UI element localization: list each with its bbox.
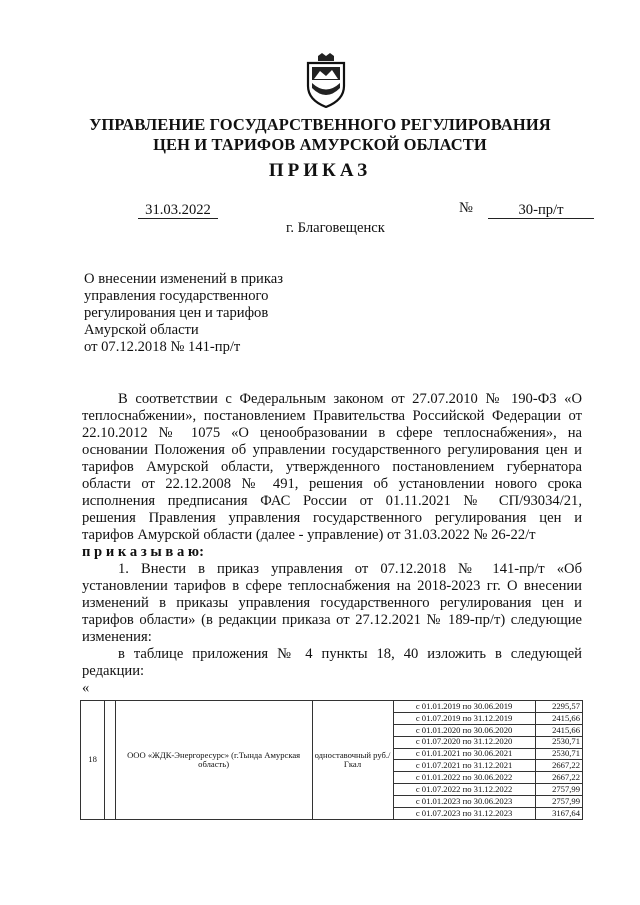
text-line: основании Положения об управлении государственного регулирования цен и <box>82 442 582 458</box>
text-line: решения Правления управления государственного регулирования цен и <box>82 510 582 526</box>
period-cell: с 01.01.2019 по 30.06.2019 <box>393 701 535 713</box>
text-line: тарифов Амурской области (далее - управление) от 31.03.2022 № 26-22/т <box>82 527 536 543</box>
org-name-line1: УПРАВЛЕНИЕ ГОСУДАРСТВЕННОГО РЕГУЛИРОВАНИЯ <box>89 115 551 134</box>
text-line: области от 22.12.2008 № 491, решения об установлении нового срока <box>82 476 582 492</box>
tariff-value-cell: 2757,99 <box>535 796 582 808</box>
text-line: в таблице приложения № 4 пункты 18, 40 изложить в следующей <box>118 646 582 662</box>
text-line: редакции: <box>82 663 145 679</box>
subject-line: от 07.12.2018 № 141-пр/т <box>84 339 241 355</box>
tariff-value-cell: 2415,66 <box>535 712 582 724</box>
order-number: 30-пр/т <box>488 202 594 219</box>
tariff-value-cell: 2415,66 <box>535 724 582 736</box>
period-cell: с 01.07.2021 по 31.12.2021 <box>393 760 535 772</box>
tariff-value-cell: 2667,22 <box>535 772 582 784</box>
period-cell: с 01.07.2020 по 31.12.2020 <box>393 736 535 748</box>
tariff-table <box>80 700 583 820</box>
text-line: исполнения предписания ФАС России от 01.11.2021 № СП/93034/21, <box>82 493 582 509</box>
text-line: изменений в приказы управления государственного регулирования цен и <box>82 595 582 611</box>
tariff-value-cell: 2530,71 <box>535 736 582 748</box>
text-line: изменения: <box>82 629 152 645</box>
order-word: п р и к а з ы в а ю: <box>82 544 204 560</box>
text-line: В соответствии с Федеральным законом от 27.07.2010 № 190-ФЗ «О <box>118 391 582 407</box>
subject-line: регулирования цен и тарифов <box>84 305 269 321</box>
spacer-cell <box>105 701 116 820</box>
document-type-heading: ПРИКАЗ <box>268 160 372 181</box>
order-date: 31.03.2022 <box>138 202 218 219</box>
period-cell: с 01.07.2022 по 31.12.2022 <box>393 784 535 796</box>
text-line: установлении тарифов в сфере теплоснабжения на 2018-2023 гг. О внесении <box>82 578 582 594</box>
period-cell: с 01.01.2020 по 30.06.2020 <box>393 724 535 736</box>
subject-line: управления государственного <box>84 288 269 304</box>
tariff-value-cell: 3167,64 <box>535 808 582 820</box>
subject-line: О внесении изменений в приказ <box>84 271 283 287</box>
coat-of-arms-emblem <box>304 52 348 108</box>
text-line: 1. Внести в приказ управления от 07.12.2018 № 141-пр/т «Об <box>118 561 582 577</box>
org-name-line2: ЦЕН И ТАРИФОВ АМУРСКОЙ ОБЛАСТИ <box>153 135 487 154</box>
text-line: теплоснабжении», постановлением Правительства Российской Федерации от <box>82 408 582 424</box>
period-cell: с 01.01.2021 по 30.06.2021 <box>393 748 535 760</box>
period-cell: с 01.01.2023 по 30.06.2023 <box>393 796 535 808</box>
tariff-type-cell: одноставочный руб./Гкал <box>312 701 393 820</box>
number-sign: № <box>459 200 473 216</box>
period-cell: с 01.07.2019 по 31.12.2019 <box>393 712 535 724</box>
city: г. Благовещенск <box>286 220 385 236</box>
subject-line: Амурской области <box>84 322 199 338</box>
preamble-paragraph <box>82 391 582 697</box>
tariff-value-cell: 2530,71 <box>535 748 582 760</box>
table-row <box>81 701 583 713</box>
quote-mark: « <box>82 680 90 696</box>
period-cell: с 01.07.2023 по 31.12.2023 <box>393 808 535 820</box>
text-line: тарифов Амурской области, утвержденного постановлением губернатора <box>82 459 582 475</box>
tariff-value-cell: 2295,57 <box>535 701 582 713</box>
text-line: тарифов области» (в редакции приказа от 27.12.2021 № 189-пр/т) следующие <box>82 612 582 628</box>
row-number-cell: 18 <box>81 701 105 820</box>
text-line: 22.10.2012 № 1075 «О ценообразовании в сфере теплоснабжения», на <box>82 425 582 441</box>
tariff-value-cell: 2667,22 <box>535 760 582 772</box>
tariff-value-cell: 2757,99 <box>535 784 582 796</box>
period-cell: с 01.01.2022 по 30.06.2022 <box>393 772 535 784</box>
organization-cell: ООО «ЖДК-Энергоресурс» (г.Тында Амурская область) <box>115 701 312 820</box>
order-subject <box>84 271 283 356</box>
